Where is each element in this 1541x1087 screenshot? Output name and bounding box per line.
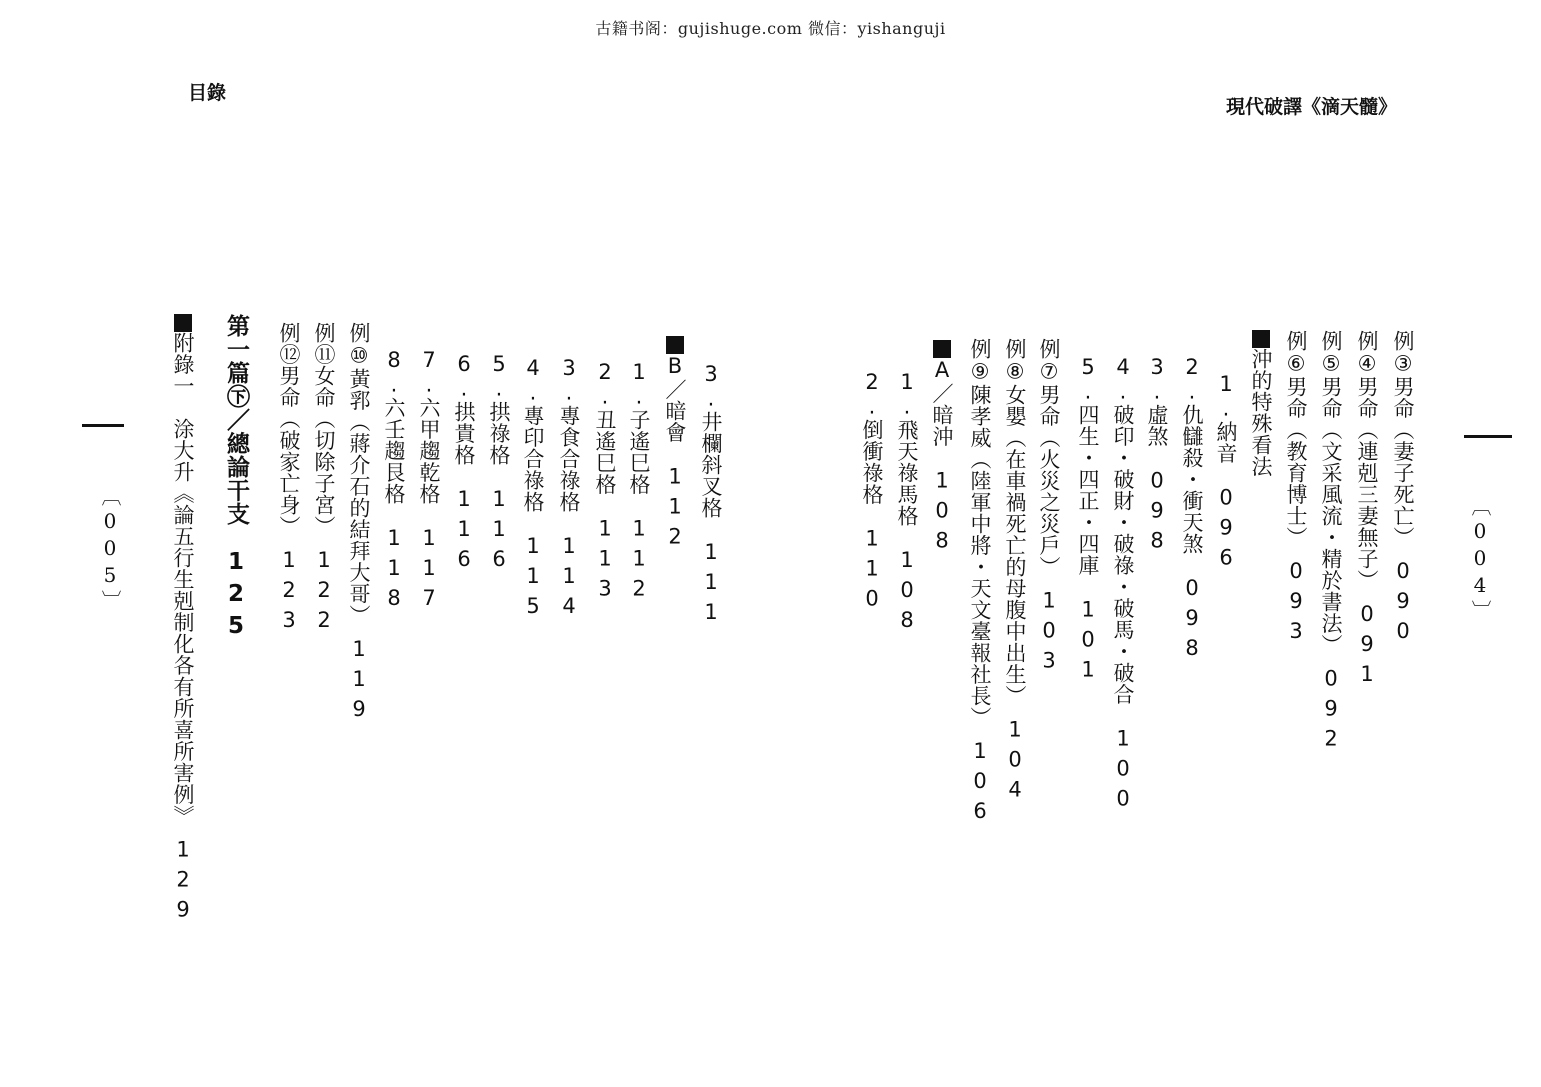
toc-entry <box>628 360 649 607</box>
toc-entry-page: 115 <box>521 534 545 624</box>
toc-entry-page: 091 <box>1355 602 1379 692</box>
toc-entry <box>1146 355 1167 559</box>
toc-entry-title: 1.子遙巳格 <box>627 360 651 495</box>
toc-entry-title: 1.納音 <box>1214 372 1238 464</box>
toc-entry-title: 例⑩黃郛（蔣介石的結拜大哥） <box>347 322 371 616</box>
toc-entry <box>488 352 509 577</box>
toc-entry-title: 例⑤男命（文采風流・精於書法） <box>1319 330 1343 645</box>
toc-entry <box>1077 355 1098 688</box>
toc-entry <box>1112 355 1133 817</box>
toc-entry <box>313 322 334 638</box>
toc-entry-page: 110 <box>860 526 884 617</box>
section-marker-icon <box>174 314 192 332</box>
toc-entry <box>969 338 990 829</box>
toc-entry-page: 111 <box>699 540 723 630</box>
toc-entry <box>1320 330 1341 757</box>
toc-entry-title: 2.倒衝祿格 <box>860 370 884 505</box>
toc-entry-title: 2.丑遙巳格 <box>593 360 617 495</box>
toc-entry-title: B／暗會 <box>663 354 687 443</box>
toc-section-heading <box>664 336 685 555</box>
toc-entry-title: 附錄一 涂大升《論五行生剋制化各有所喜所害例》 <box>171 332 195 816</box>
toc-entry <box>896 370 917 638</box>
toc-entry-title: 例⑫男命（破家亡身） <box>277 322 301 527</box>
toc-entry-page: 106 <box>968 739 992 829</box>
toc-entry-title: 1.飛天祿馬格 <box>895 370 919 527</box>
toc-entry-page: 100 <box>1111 726 1135 817</box>
toc-appendix-entry <box>172 314 193 928</box>
toc-section-heading <box>931 340 952 559</box>
toc-entry-title: 例④男命（連剋三妻無子） <box>1355 330 1379 581</box>
page-number-right: 〔004〕 <box>1468 496 1492 623</box>
toc-section-heading <box>1250 330 1271 477</box>
toc-entry-page: 108 <box>930 468 954 559</box>
toc-entry-title: 7.六甲趨乾格 <box>417 348 441 505</box>
toc-entry-title: 5.拱祿格 <box>487 352 511 466</box>
toc-entry-page: 117 <box>417 526 441 616</box>
toc-entry-page: 098 <box>1145 468 1169 559</box>
toc-entry-title: 5.四生・四正・四庫 <box>1076 355 1100 576</box>
toc-entry-title: 例⑥男命（教育博士） <box>1284 330 1308 538</box>
toc-entry <box>1392 330 1413 649</box>
toc-entry-title: 例⑧女嬰（在車禍死亡的母腹中出生） <box>1003 338 1027 696</box>
toc-entry-page: 119 <box>347 637 371 727</box>
toc-entry <box>418 348 439 616</box>
toc-entry <box>700 362 721 630</box>
toc-entry-page: 098 <box>1180 576 1204 666</box>
toc-part-heading <box>224 314 247 645</box>
toc-entry <box>1285 330 1306 649</box>
toc-entry-page: 108 <box>895 548 919 638</box>
toc-entry-page: 093 <box>1284 559 1308 649</box>
toc-entry-title: 6.拱貴格 <box>452 352 476 466</box>
toc-entry-page: 104 <box>1003 717 1027 808</box>
toc-entry-page: 112 <box>627 516 651 607</box>
toc-entry-title: 沖的特殊看法 <box>1249 348 1273 477</box>
watermark-text: 古籍书阁：gujishuge.com 微信：yishanguji <box>595 19 946 38</box>
toc-entry <box>1215 372 1236 576</box>
toc-entry <box>1356 330 1377 692</box>
toc-entry <box>453 352 474 577</box>
toc-entry <box>278 322 299 638</box>
toc-entry-title: 例⑦男命（火災之災戶） <box>1037 338 1061 567</box>
toc-entry <box>1038 338 1059 679</box>
toc-entry-title: A／暗沖 <box>930 358 954 447</box>
toc-entry <box>594 360 615 607</box>
toc-entry-title: 3.井欄斜叉格 <box>699 362 723 519</box>
toc-entry-page: 114 <box>557 534 581 624</box>
toc-entry-title: 第一篇㊦／總論干支 <box>223 314 249 526</box>
toc-entry <box>1004 338 1025 808</box>
toc-entry <box>861 370 882 617</box>
toc-entry <box>348 322 369 727</box>
toc-entry <box>558 356 579 624</box>
toc-entry-page: 116 <box>452 487 476 577</box>
toc-entry-page: 092 <box>1319 666 1343 757</box>
toc-entry-title: 4.專印合祿格 <box>521 356 545 513</box>
header-right-title: 現代破譯《滴天髓》 <box>1226 96 1398 118</box>
toc-entry-page: 112 <box>663 464 687 555</box>
left-margin-rule <box>82 424 124 427</box>
right-margin-rule <box>1464 435 1512 438</box>
section-marker-icon <box>1252 330 1270 348</box>
toc-entry-page: 096 <box>1214 485 1238 576</box>
toc-entry-title: 8.六壬趨艮格 <box>382 348 406 505</box>
header-left-title: 目錄 <box>188 82 227 104</box>
toc-entry <box>1181 355 1202 666</box>
toc-entry-title: 例⑪女命（切除子宮） <box>312 322 336 527</box>
toc-entry-title: 2.仇讎殺・衝天煞 <box>1180 355 1204 555</box>
toc-entry-page: 129 <box>171 837 195 928</box>
toc-entry-page: 122 <box>312 548 336 638</box>
toc-entry-title: 例⑨陳孝威（陸軍中將・天文臺報社長） <box>968 338 992 718</box>
toc-entry-page: 125 <box>223 549 249 645</box>
toc-entry-title: 4.破印・破財・破祿・破馬・破合 <box>1111 355 1135 705</box>
toc-entry-page: 103 <box>1037 588 1061 679</box>
toc-entry-page: 090 <box>1391 559 1415 649</box>
toc-entry-title: 3.專食合祿格 <box>557 356 581 513</box>
page-number-left: 〔005〕 <box>98 486 122 613</box>
toc-entry-page: 113 <box>593 516 617 607</box>
toc-entry-page: 116 <box>487 487 511 577</box>
toc-entry-title: 3.虛煞 <box>1145 355 1169 447</box>
toc-entry-page: 123 <box>277 548 301 638</box>
toc-entry-page: 101 <box>1076 597 1100 688</box>
toc-entry-page: 118 <box>382 526 406 616</box>
toc-entry-title: 例③男命（妻子死亡） <box>1391 330 1415 538</box>
section-marker-icon <box>666 336 684 354</box>
section-marker-icon <box>933 340 951 358</box>
toc-entry <box>383 348 404 616</box>
toc-entry <box>522 356 543 624</box>
